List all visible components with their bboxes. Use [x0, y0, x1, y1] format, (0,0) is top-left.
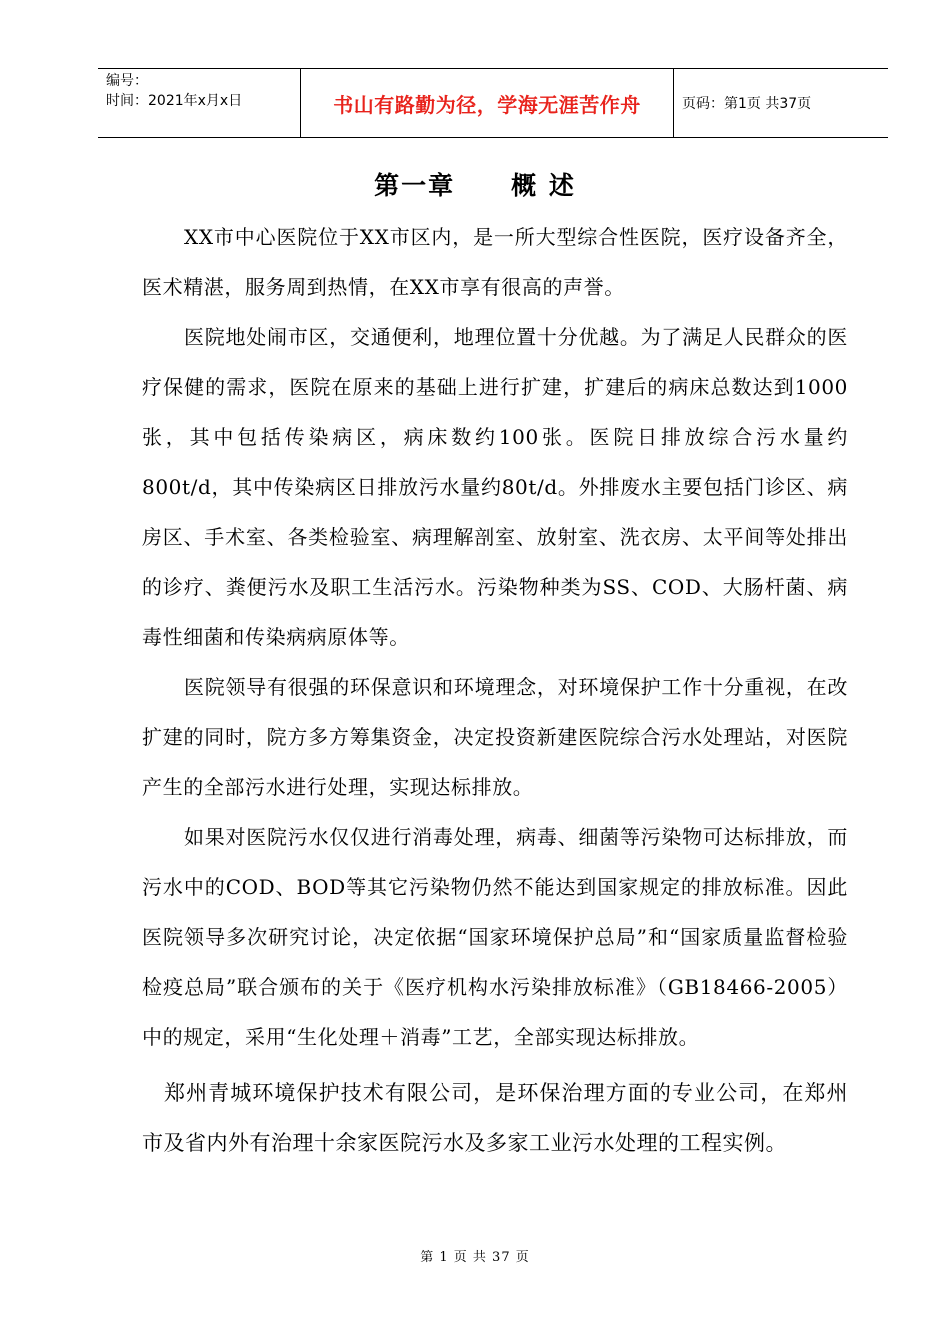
- document-time-label: 时间：2021年x月x日: [106, 93, 243, 109]
- header-meta: [98, 69, 300, 137]
- header-page-info: 页码：第1页 共37页: [682, 96, 812, 112]
- page-header: [98, 68, 888, 138]
- body-paragraph: 医院领导有很强的环保意识和环境理念，对环境保护工作十分重视，在改扩建的同时，院方多方筹集资金，决定投资新建医院综合污水处理站，对医院产生的全部污水进行处理，实现达标排放。: [142, 675, 848, 799]
- document-number-label: 编号：: [106, 73, 148, 89]
- page-footer: 第 1 页 共 37 页: [420, 1250, 530, 1265]
- document-body: [142, 212, 848, 1168]
- body-paragraph: 医院地处闹市区，交通便利，地理位置十分优越。为了满足人民群众的医疗保健的需求，医院在原来的基础上进行扩建，扩建后的病床总数达到1000张，其中包括传染病区，病床数约100张。医院日排放综合污水量约800t/d，其中传染病区日排放污水量约80t/d。外排废水主要包括门诊区、病房区、手术室、各类检验室、病理解剖室、放射室、洗衣房、太平间等处排出的诊疗、粪便污水及职工生活污水。污染物种类为SS、COD、大肠杆菌、病毒性细菌和传染病病原体等。: [142, 325, 848, 649]
- body-paragraph: 如果对医院污水仅仅进行消毒处理，病毒、细菌等污染物可达标排放，而污水中的COD、BOD等其它污染物仍然不能达到国家规定的排放标准。因此医院领导多次研究讨论，决定依据“国家环境保护总局”和“国家质量监督检验检疫总局”联合颁布的关于《医疗机构水污染排放标准》（GB18466-2005）中的规定，采用“生化处理＋消毒”工艺，全部实现达标排放。: [142, 825, 848, 1049]
- chapter-title: [0, 166, 950, 202]
- company-paragraph: 郑州青城环境保护技术有限公司，是环保治理方面的专业公司，在郑州市及省内外有治理十余家医院污水及多家工业污水处理的工程实例。: [142, 1081, 848, 1155]
- body-paragraph: XX市中心医院位于XX市区内，是一所大型综合性医院，医疗设备齐全，医术精湛，服务周到热情，在XX市享有很高的声誉。: [142, 225, 848, 299]
- chapter-name: 概 述: [511, 171, 576, 200]
- header-motto-cell: [300, 69, 674, 137]
- header-motto: 书山有路勤为径，学海无涯苦作舟: [333, 92, 641, 117]
- chapter-number: 第一章: [374, 171, 456, 200]
